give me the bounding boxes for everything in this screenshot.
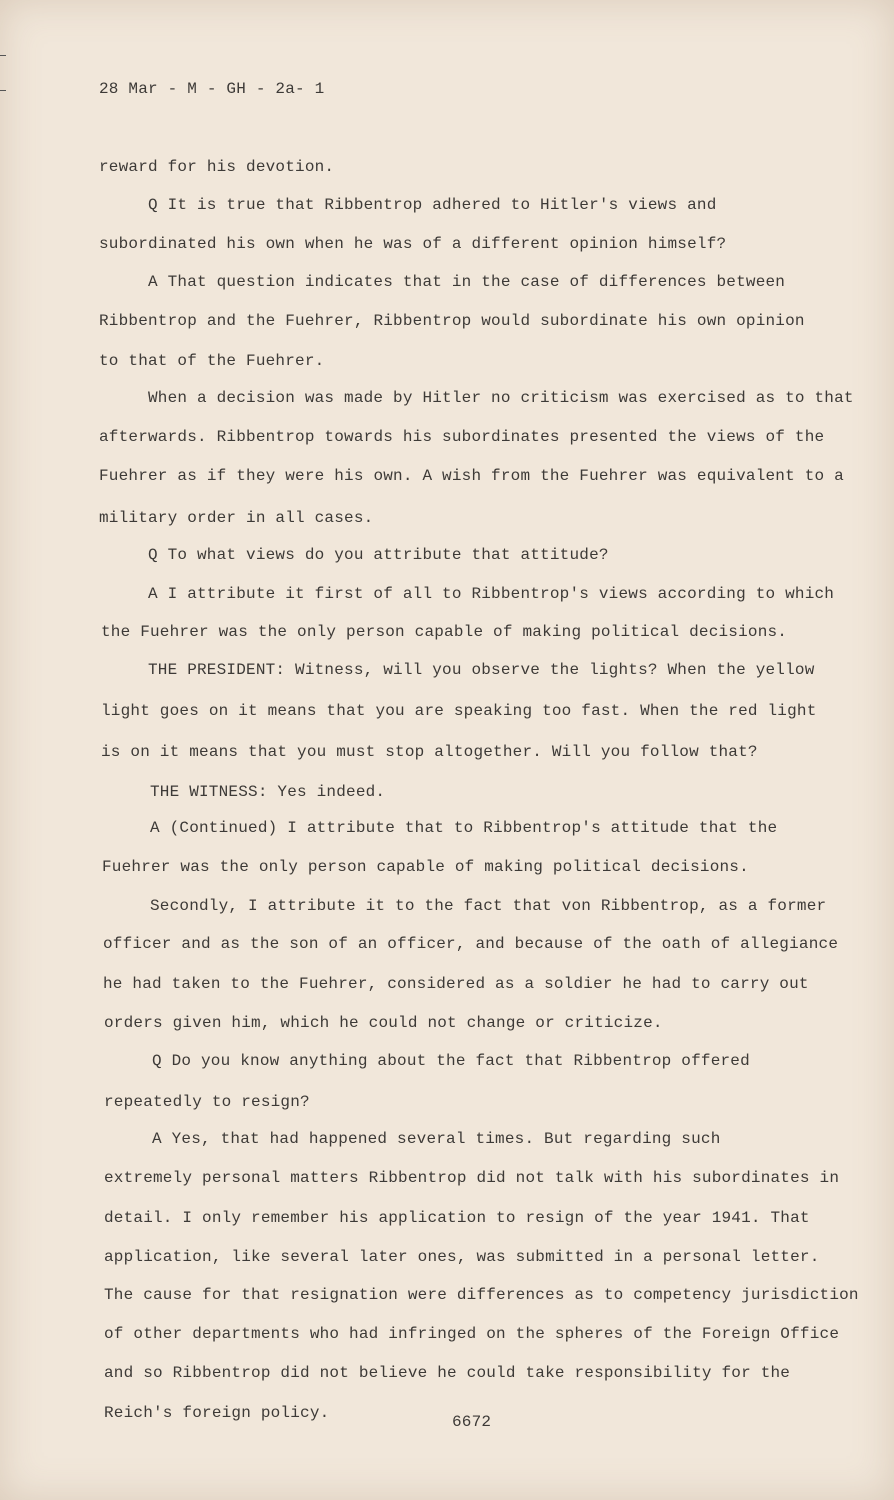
text-line: reward for his devotion. (99, 158, 335, 176)
text-line: officer and as the son of an officer, and because of the oath of allegiance (103, 935, 839, 953)
text-line: THE PRESIDENT: Witness, will you observe the lights? When the yellow (148, 661, 815, 679)
text-line: A (Continued) I attribute that to Ribbentrop's attitude that the (150, 819, 778, 837)
text-line: extremely personal matters Ribbentrop did not talk with his subordinates in (104, 1169, 840, 1187)
text-line: light goes on it means that you are speaking too fast. When the red light (101, 702, 817, 720)
text-line: application, like several later ones, was submitted in a personal letter. (104, 1248, 820, 1266)
edge-mark (0, 55, 6, 56)
text-line: Fuehrer as if they were his own. A wish from the Fuehrer was equivalent to a (99, 467, 844, 485)
text-line: subordinated his own when he was of a different opinion himself? (99, 235, 727, 253)
text-line: Q Do you know anything about the fact that Ribbentrop offered (152, 1052, 750, 1070)
text-line: repeatedly to resign? (104, 1093, 310, 1111)
text-line: Fuehrer was the only person capable of making political decisions. (102, 858, 749, 876)
text-line: is on it means that you must stop altogether. Will you follow that? (101, 743, 758, 761)
page-number: 6672 (452, 1413, 492, 1431)
text-line: THE WITNESS: Yes indeed. (150, 783, 386, 801)
text-line: Q It is true that Ribbentrop adhered to Hitler's views and (148, 196, 717, 214)
text-line: Ribbentrop and the Fuehrer, Ribbentrop would subordinate his own opinion (99, 312, 805, 330)
text-line: the Fuehrer was the only person capable of making political decisions. (101, 623, 788, 641)
page-reference-header: 28 Mar - M - GH - 2a- 1 (99, 80, 325, 98)
text-line: A I attribute it first of all to Ribbentrop's views according to which (148, 585, 835, 603)
text-line: he had taken to the Fuehrer, considered as a soldier he had to carry out (103, 975, 809, 993)
text-line: Q To what views do you attribute that attitude? (148, 546, 609, 564)
text-line: Reich's foreign policy. (104, 1404, 330, 1422)
text-line: military order in all cases. (99, 509, 374, 527)
text-line: orders given him, which he could not change or criticize. (104, 1014, 663, 1032)
text-line: of other departments who had infringed on the spheres of the Foreign Office (104, 1325, 840, 1343)
text-line: to that of the Fuehrer. (99, 352, 325, 370)
text-line: When a decision was made by Hitler no criticism was exercised as to that (148, 389, 854, 407)
text-line: and so Ribbentrop did not believe he could take responsibility for the (104, 1364, 791, 1382)
text-line: A Yes, that had happened several times. But regarding such (152, 1130, 721, 1148)
text-line: detail. I only remember his application to resign of the year 1941. That (104, 1209, 810, 1227)
text-line: Secondly, I attribute it to the fact that von Ribbentrop, as a former (150, 897, 827, 915)
edge-mark (0, 90, 6, 91)
text-line: The cause for that resignation were differences as to competency jurisdiction (104, 1286, 859, 1304)
text-line: afterwards. Ribbentrop towards his subordinates presented the views of the (99, 428, 825, 446)
text-line: A That question indicates that in the case of differences between (148, 273, 786, 291)
